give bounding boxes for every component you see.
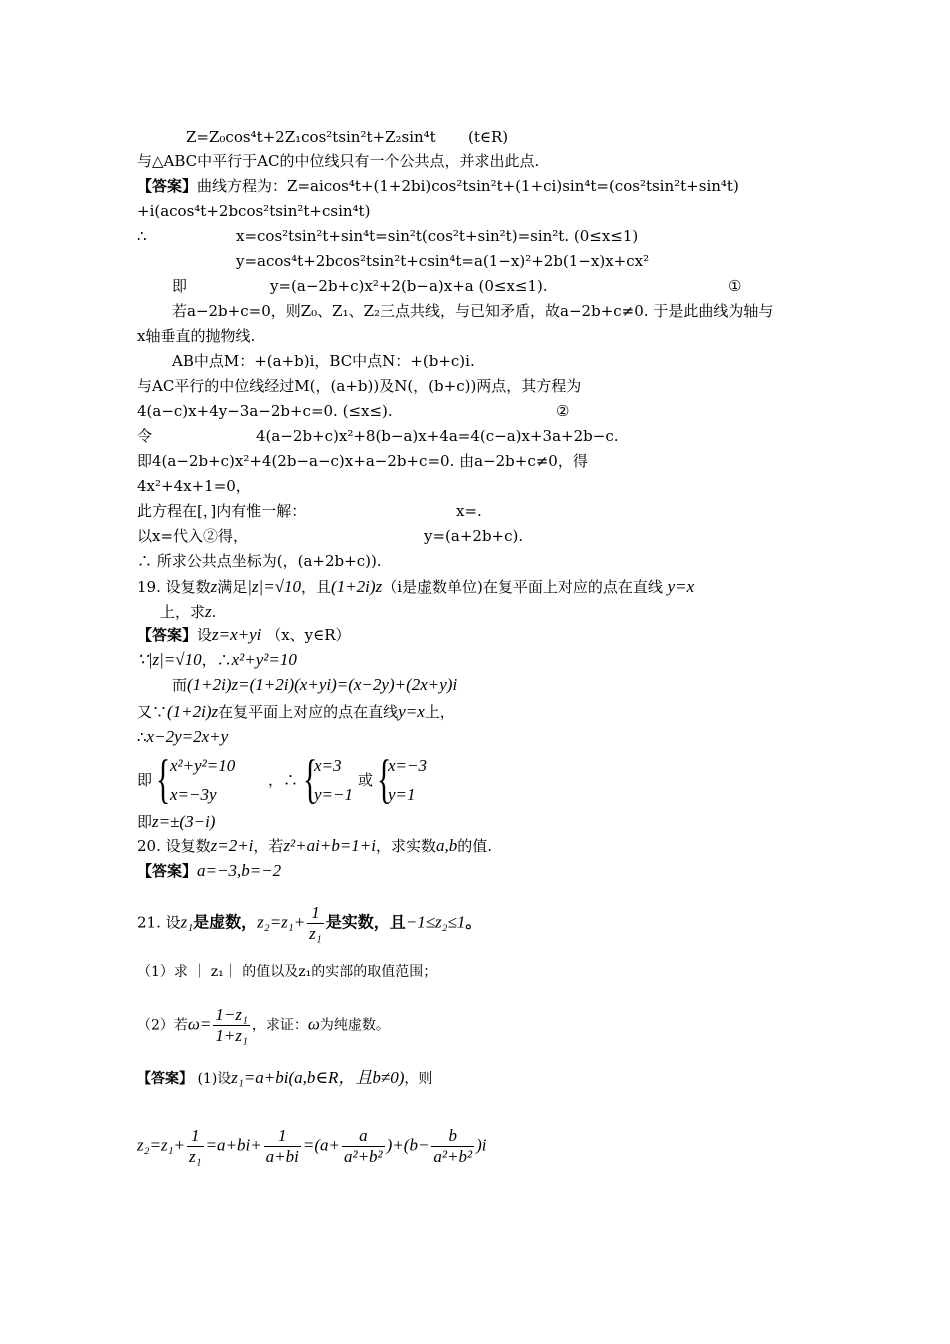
y-equation: y=acos⁴t+2bcos²tsin²t+csin⁴t=a(1−x)²+2b(1−x)x+cx² [236,252,650,270]
answer-19-line-4: 又∵(1+2i)z在复平面上对应的点在直线y=x上， [137,702,455,721]
equation-marker-1: ① [728,277,742,295]
answer-19-result: 即z=±(3−i) [137,812,216,831]
solution-1-y: y=−1 [314,785,353,804]
fraction: $\frac{\text{1−z₁}}{\text{1+z₁}}$ [215,1005,248,1045]
curve-equation: Z=Z₀cos⁴t+2Z₁cos²tsin²t+Z₂sin⁴t [186,128,436,146]
left-brace: { [377,749,392,809]
problem-20: 20. 设复数z=2+i，若z²+ai+b=1+i，求实数a,b的值. [137,836,493,855]
midline-equation: 4(a−c)x+4y−3a−2b+c=0. (≤x≤). [137,402,393,420]
x-solution: x=. [456,502,482,520]
problem-21-part-1: （1）求 ｜ z₁｜ 的值以及z₁的实部的取值范围； [137,964,438,980]
fraction: $\frac{1}{a+bi}$ [265,1126,299,1166]
label-ji: 即 [172,277,188,295]
left-brace: { [156,749,171,809]
solution-1-x: x=3 [314,756,342,775]
answer-21-line-2: z₂=z₁+ $\frac{1}{\text{z₁}}$ =a+bi+ $\frac{1}{a+bi}$ =(a+ $\frac{a}{\text{a²+b²}}$ )+(b− $\frac{b}{\text{a²+b²}}$ )i [137,1126,487,1166]
answer-18-line-14: 即4(a−2b+c)x²+4(2b−a−c)x+a−2b+c=0. 由a−2b+c≠0，得 [137,452,588,470]
fraction: $\frac{b}{\text{a²+b²}}$ [433,1126,473,1166]
answer-18-line-2: +i(acos⁴t+2bcos²tsin²t+csin⁴t) [137,202,371,220]
answer-18-line-8: 若a−2b+c=0，则Z₀、Z₁、Z₂三点共线，与已知矛盾，故a−2b+c≠0. 于是此曲线为轴与 [172,302,774,320]
problem-19-line-1: 19. 设复数z满足|z|=√10，且(1+2i)z（i是虚数单位)在复平面上对应的点在直线 y=x [137,577,695,596]
system-eq-2: x=−3y [170,785,217,804]
curve-domain: (t∈R) [468,128,509,146]
fraction: $\frac{1}{\text{z₁}}$ [189,1126,202,1166]
combined-equation: 4(a−2b+c)x²+8(b−a)x+4a=4(c−a)x+3a+2b−c. [256,427,619,445]
answer-tag: 【答案】 [137,177,198,195]
quadratic-equation: 4x²+4x+1=0， [137,477,251,495]
label-ling: 令 [137,427,153,445]
therefore-symbol: ∴ [137,227,147,245]
x-equation: x=cos²tsin²t+sin⁴t=sin²t(cos²t+sin²t)=sin²t. (0≤x≤1) [236,227,639,245]
problem-21: 21. 设z₁是虚数，z₂=z₁+ $\frac{1}{\text{z₁}}$ 是实数，且−1≤z₂≤1。 [137,903,482,943]
midpoints: AB中点M：+(a+b)i，BC中点N：+(b+c)i. [172,352,475,370]
label-ji-2: 即 [137,771,153,789]
solution-2-x: x=−3 [388,756,427,775]
therefore-2: ，∴ [268,771,299,789]
fraction: $\frac{1}{\text{z₁}}$ [309,903,322,943]
solution-2-y: y=1 [388,785,416,804]
answer-19-line-1: 【答案】设z=x+yi （x、y∈R） [137,625,351,644]
system-eq-1: x²+y²=10 [170,756,236,775]
common-point-result: ∴ 所求公共点坐标为(，(a+2b+c)). [137,552,382,570]
answer-20: 【答案】a=−3,b=−2 [137,861,282,880]
equation-marker-2: ② [556,402,570,420]
or-text: 或 [358,771,374,789]
parabola-equation: y=(a−2b+c)x²+2(b−a)x+a (0≤x≤1). [270,277,548,295]
answer-19-line-5: ∴x−2y=2x+y [137,727,229,746]
answer-21-line-1: 【答案】 (1)设z₁=a+bi(a,b∈R，且b≠0)，则 [137,1068,433,1087]
fraction: $\frac{a}{\text{a²+b²}}$ [343,1126,383,1166]
problem-18-text: 与△ABC中平行于AC的中位线只有一个公共点，并求出此点. [137,152,540,170]
y-solution: y=(a+2b+c). [424,527,524,545]
problem-21-part-2: （2）若ω= $\frac{\text{1−z₁}}{\text{1+z₁}}$ ，求证：ω为纯虚数。 [137,1005,390,1045]
problem-19-line-2: 上，求z. [160,602,217,621]
answer-19-line-2: ∵|z|=√10，∴x²+y²=10 [137,650,297,669]
answer-19-line-3: 而(1+2i)z=(1+2i)(x+yi)=(x−2y)+(2x+y)i [172,675,458,694]
unique-solution-text: 此方程在[，]内有惟一解： [137,502,307,520]
answer-18-line-1: 【答案】曲线方程为：Z=aicos⁴t+(1+2bi)cos²tsin²t+(1+ci)sin⁴t=(cos²tsin²t+sin⁴t) [137,177,739,195]
substitute-text: 以x=代入②得， [137,527,249,545]
answer-18-line-9: x轴垂直的抛物线. [137,327,256,345]
left-brace: { [303,749,318,809]
midline-text: 与AC平行的中位线经过M(，(a+b))及N(，(b+c))两点，其方程为 [137,377,582,395]
